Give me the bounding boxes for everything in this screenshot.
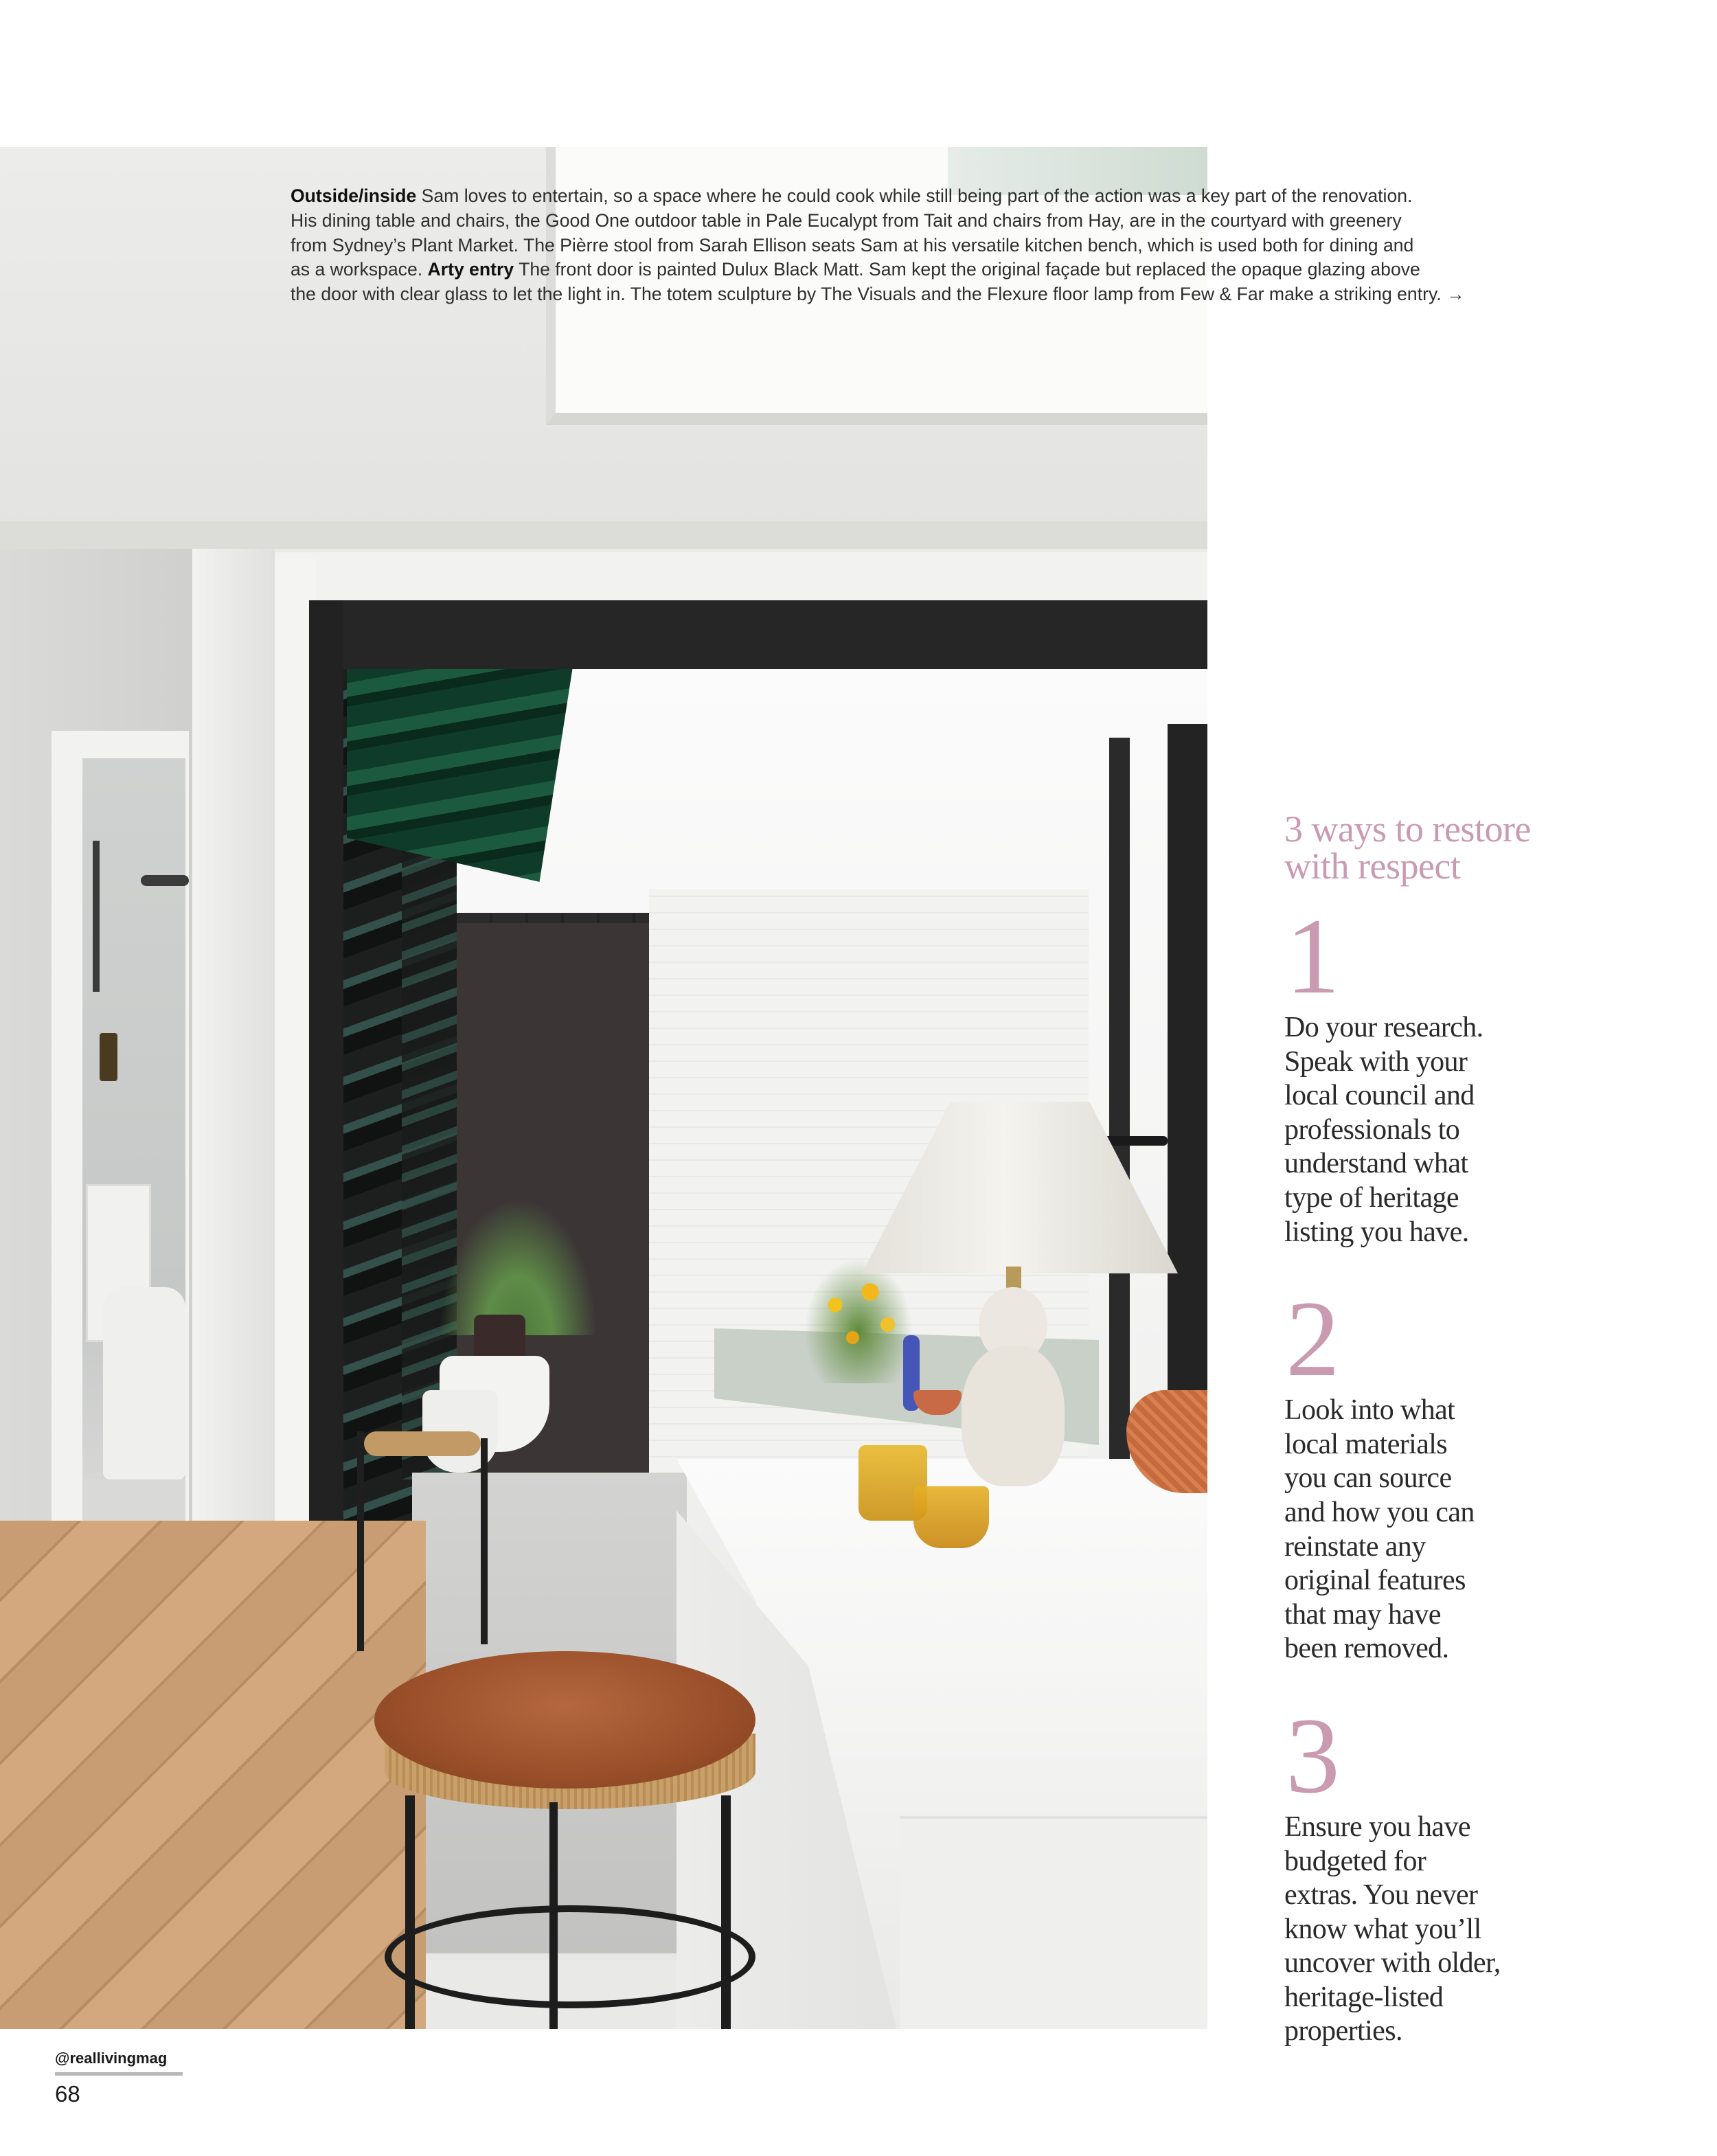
sidebar-heading — [1284, 810, 1696, 885]
tip-text-line: listing you have. — [1284, 1216, 1469, 1248]
tip-number: 2 — [1286, 1279, 1340, 1400]
caption-line — [291, 209, 1540, 234]
caption-text: His dining table and chairs, the Good One outdoor table in Pale Eucalypt from Tait and chairs from Hay, are in the courtyard with greenery — [291, 209, 1402, 231]
tip-text-line: understand what — [1284, 1148, 1468, 1180]
tip-item — [1284, 896, 1696, 1249]
handle-underline — [55, 2072, 183, 2076]
tips-sidebar — [1284, 810, 1696, 2049]
shower-pipe — [93, 841, 100, 992]
caption-line — [291, 234, 1540, 258]
sidebar-heading-line: with respect — [1284, 846, 1461, 887]
tip-text-line: properties. — [1284, 2015, 1402, 2047]
tip-number: 3 — [1286, 1695, 1340, 1816]
tip-text-line: local council and — [1284, 1080, 1475, 1112]
tip-text — [1284, 1811, 1696, 2049]
caption-line — [291, 258, 1540, 282]
caption-line — [291, 282, 1540, 307]
stool-back-post-right — [481, 1438, 488, 1644]
caption-text: Sam loves to entertain, so a space where he could cook while still being part of the action was a key part of the renovation. — [416, 185, 1413, 206]
kitchen-courtyard-photo — [0, 147, 1207, 2029]
caption-text: as a workspace. — [291, 259, 428, 280]
black-door-frame-top — [309, 600, 1207, 669]
glass-door-frame — [1109, 738, 1130, 1528]
tip-text-line: Do your research. — [1284, 1012, 1483, 1043]
stool-leather-seat — [374, 1651, 755, 1789]
tip-text-line: type of heritage — [1284, 1181, 1459, 1214]
tip-text-line: been removed. — [1284, 1633, 1449, 1665]
social-handle: @reallivingmag — [55, 2050, 168, 2067]
stool-back-post — [357, 1431, 364, 1651]
lamp-base — [962, 1346, 1065, 1486]
photo-caption — [291, 184, 1540, 307]
doorway-lintel — [275, 552, 1207, 600]
tip-text-line: Ensure you have — [1284, 1811, 1470, 1843]
caption-line — [291, 184, 1540, 209]
tips-list — [1284, 896, 1696, 2049]
tip-number: 1 — [1286, 896, 1340, 1017]
sidebar-heading-line: 3 ways to restore — [1284, 808, 1531, 850]
tip-text — [1284, 1394, 1696, 1666]
stool-leg — [405, 1795, 415, 2029]
tip-text-line: extras. You never — [1284, 1879, 1478, 1911]
tip-text — [1284, 1011, 1696, 1249]
tip-text-line: reinstate any — [1284, 1530, 1426, 1563]
caption-text: The front door is painted Dulux Black Matt. Sam kept the original façade but replaced the opaque glazing above — [514, 259, 1420, 280]
amber-bowl — [913, 1486, 989, 1548]
stool-back-rail — [364, 1431, 481, 1456]
tip-text-line: local materials — [1284, 1428, 1448, 1460]
tip-text-line: you can source — [1284, 1462, 1452, 1495]
tip-text-line: Speak with your — [1284, 1045, 1468, 1078]
tip-text-line: budgeted for — [1284, 1845, 1426, 1877]
tip-text-line: that may have — [1284, 1598, 1441, 1631]
cornice — [0, 521, 1207, 549]
tip-text-line: original features — [1284, 1565, 1466, 1597]
tip-item — [1284, 1279, 1696, 1666]
tip-text-line: uncover with older, — [1284, 1947, 1501, 1979]
tip-text-line: professionals to — [1284, 1113, 1460, 1146]
kitchen-cabinet — [900, 1816, 1207, 2029]
caption-bold-lead: Arty entry — [427, 259, 514, 280]
page-number: 68 — [55, 2081, 80, 2107]
stool-leg — [721, 1795, 731, 2029]
soap-bottle — [100, 1033, 117, 1081]
tip-text-line: heritage-listed — [1284, 1981, 1444, 2013]
tip-text-line: know what you’ll — [1284, 1913, 1481, 1945]
stool-foot-ring — [385, 1905, 755, 2008]
caption-text: the door with clear glass to let the light in. The totem sculpture by The Visuals and the Flexure floor lamp from Few & Far make a striking entry. → — [291, 284, 1465, 305]
tip-item — [1284, 1695, 1696, 2049]
tip-text-line: Look into what — [1284, 1394, 1455, 1427]
caption-text: from Sydney’s Plant Market. The Pièrre stool from Sarah Ellison seats Sam at his versatile kitchen bench, which is used both for dining and — [291, 234, 1414, 256]
toilet — [103, 1287, 185, 1479]
shower-head — [141, 875, 189, 886]
tip-text-line: and how you can — [1284, 1496, 1475, 1528]
caption-bold-lead: Outside/inside — [291, 185, 417, 206]
